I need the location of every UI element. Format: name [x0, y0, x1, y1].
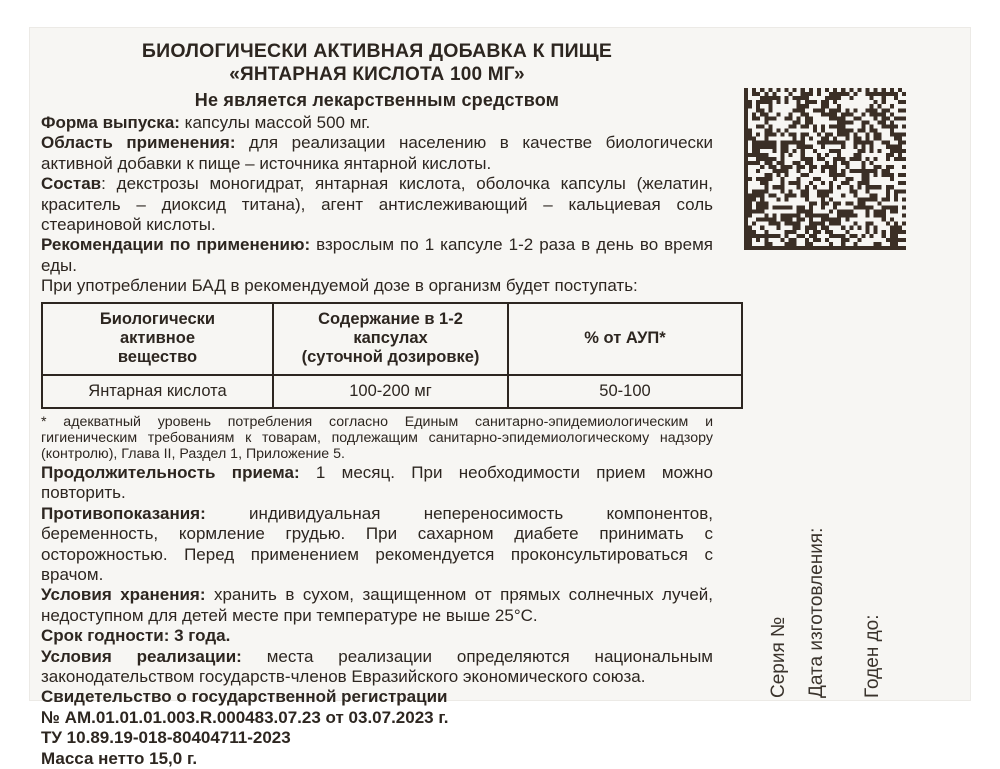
- table-header-content-line-1: Содержание в 1-2: [318, 309, 463, 328]
- section-storage: [41, 585, 713, 626]
- section-application: [41, 133, 713, 174]
- table-header-substance-line-1: Биологически: [99, 309, 216, 328]
- section-sale-conditions: [41, 647, 713, 688]
- section-composition: [41, 174, 713, 235]
- field-manufacture-date: Дата изготовления:: [806, 527, 827, 698]
- table-header-content-line-2: капсулах: [353, 328, 428, 347]
- section-form: [41, 113, 713, 133]
- table-header-content: [273, 303, 508, 375]
- net-weight: [41, 749, 713, 769]
- section-recommendations-label: Рекомендации по применению:: [41, 235, 311, 255]
- section-sale-conditions-text: места реализации определяются национальным законодательством государств-членов Евразийского экономического союза.: [41, 646, 713, 686]
- section-duration-text: 1 месяц. При необходимости прием можно повторить.: [41, 462, 713, 503]
- table-header-percent-aup: [508, 303, 742, 375]
- section-composition-text: : декстрозы моногидрат, янтарная кислота, оболочка капсулы (желатин, краситель – диоксид титана), агент антислеживающий – кальциевая соль стеариновой кислоты.: [41, 174, 713, 235]
- table-cell-percent: 50-100: [508, 375, 742, 408]
- table-cell-substance: Янтарная кислота: [42, 375, 273, 408]
- section-application-label: Область применения:: [41, 133, 236, 153]
- table-footnote: * адекватный уровень потребления согласно Единым санитарно-эпидемиологическим и гигиеническим требованиям к товарам, подлежащим санитарно-эпидемиологическому надзору (контролю), Глава II, Раздел 1, Приложение 5.: [41, 413, 713, 463]
- certificate-line-1: [41, 687, 713, 707]
- section-application-text: для реализации населению в качестве биологически активной добавки к пище – источника янтарной кислоты.: [41, 133, 713, 173]
- table-header-substance: [42, 303, 273, 375]
- section-contraindications-text: индивидуальная непереносимость компонентов, беременность, кормление грудью. При сахарном диабете принимать с осторожностью. Перед применением рекомендуется проконсультироваться с врачом.: [41, 503, 713, 584]
- section-recommendations: [41, 235, 713, 276]
- label-text-column: [41, 40, 713, 769]
- section-recommendations-text: взрослым по 1 капсуле 1-2 раза в день во время еды.: [41, 235, 713, 275]
- tu-line-text: ТУ 10.89.19-018-80404711-2023: [41, 728, 291, 748]
- page-title-line-2: «ЯНТАРНАЯ КИСЛОТА 100 МГ»: [229, 64, 525, 85]
- section-shelf-life: [41, 626, 713, 646]
- section-form-text: капсулы массой 500 мг.: [179, 113, 371, 132]
- table-header-content-line-3: (суточной дозировке): [301, 347, 480, 366]
- table-row: [42, 375, 742, 408]
- section-duration-label: Продолжительность приема:: [41, 462, 300, 482]
- table-header-percent-aup-line-1: % от АУП*: [584, 328, 666, 347]
- datamatrix-code: [744, 88, 906, 250]
- section-sale-conditions-label: Условия реализации:: [41, 646, 242, 666]
- nutrition-table: [41, 302, 743, 409]
- section-duration: [41, 463, 713, 504]
- section-shelf-life-label: Срок годности: 3 года.: [41, 626, 231, 646]
- table-header-substance-line-2: активное: [119, 328, 196, 347]
- section-composition-label: Состав: [41, 174, 102, 194]
- net-weight-text: Масса нетто 15,0 г.: [41, 748, 198, 768]
- section-storage-text: хранить в сухом, защищенном от прямых солнечных лучей, недоступном для детей месте при температуре не выше 25°С.: [41, 585, 713, 625]
- table-header-row: [42, 303, 742, 375]
- certificate-line-2: [41, 708, 713, 728]
- section-form-label: Форма выпуска:: [41, 113, 180, 132]
- table-cell-content: 100-200 мг: [273, 375, 508, 408]
- page-title-line-1: БИОЛОГИЧЕСКИ АКТИВНАЯ ДОБАВКА К ПИЩЕ: [141, 40, 613, 62]
- page-subtitle-not-a-medicine: Не является лекарственным средством: [194, 90, 560, 110]
- field-series-number: Серия №: [768, 616, 789, 698]
- section-storage-label: Условия хранения:: [41, 585, 206, 605]
- section-contraindications-label: Противопоказания:: [41, 503, 206, 523]
- table-header-substance-line-3: вещество: [117, 347, 198, 366]
- section-contraindications: [41, 504, 713, 586]
- intake-note: При употреблении БАД в рекомендуемой дозе в организм будет поступать:: [41, 276, 638, 296]
- field-best-before: Годен до:: [862, 614, 883, 698]
- certificate-line-1-text: Свидетельство о государственной регистрации: [41, 687, 448, 707]
- certificate-line-2-text: № АМ.01.01.01.003.R.000483.07.23 от 03.07.2023 г.: [41, 707, 449, 727]
- tu-line: [41, 728, 713, 748]
